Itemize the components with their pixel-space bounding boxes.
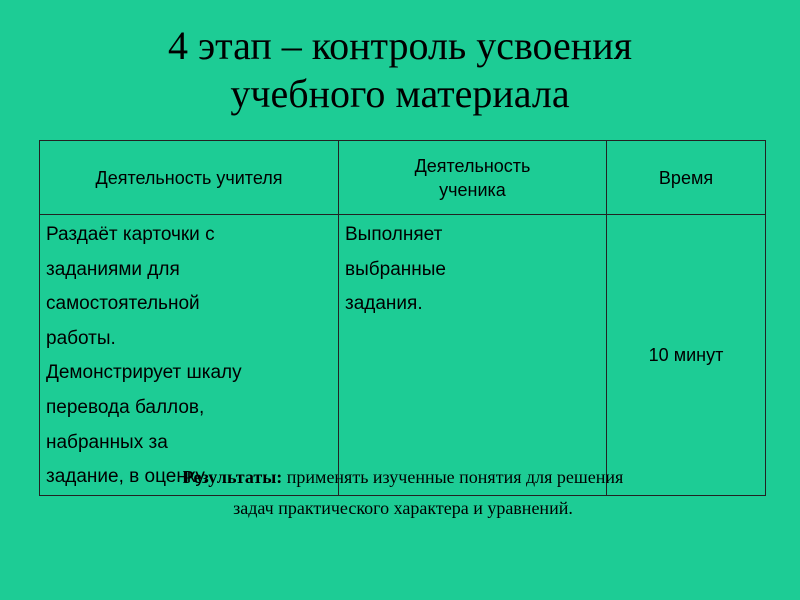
cell-time: 10 минут (607, 215, 766, 496)
slide-title (0, 22, 800, 118)
results-text (40, 462, 766, 524)
header-teacher-activity: Деятельность учителя (40, 141, 339, 215)
activity-table (39, 140, 766, 496)
results-line-2: задач практического характера и уравнений. (233, 498, 573, 518)
header-student-activity: Деятельность ученика (339, 141, 607, 215)
table-row (40, 215, 766, 496)
table-header-row (40, 141, 766, 215)
cell-teacher-activity: Раздаёт карточки с заданиями для самостоятельной работы. Демонстрирует шкалу перевода баллов, набранных за задание, в оценку. (40, 215, 339, 496)
results-text-part: применять изученные понятия для решения (282, 467, 624, 487)
results-line-1 (40, 462, 766, 493)
title-line-1: 4 этап – контроль усвоения (167, 23, 633, 68)
results-label: Результаты: (182, 467, 283, 487)
title-line-2: учебного материала (230, 71, 570, 116)
cell-student-activity: Выполняет выбранные задания. (339, 215, 607, 496)
header-time: Время (607, 141, 766, 215)
